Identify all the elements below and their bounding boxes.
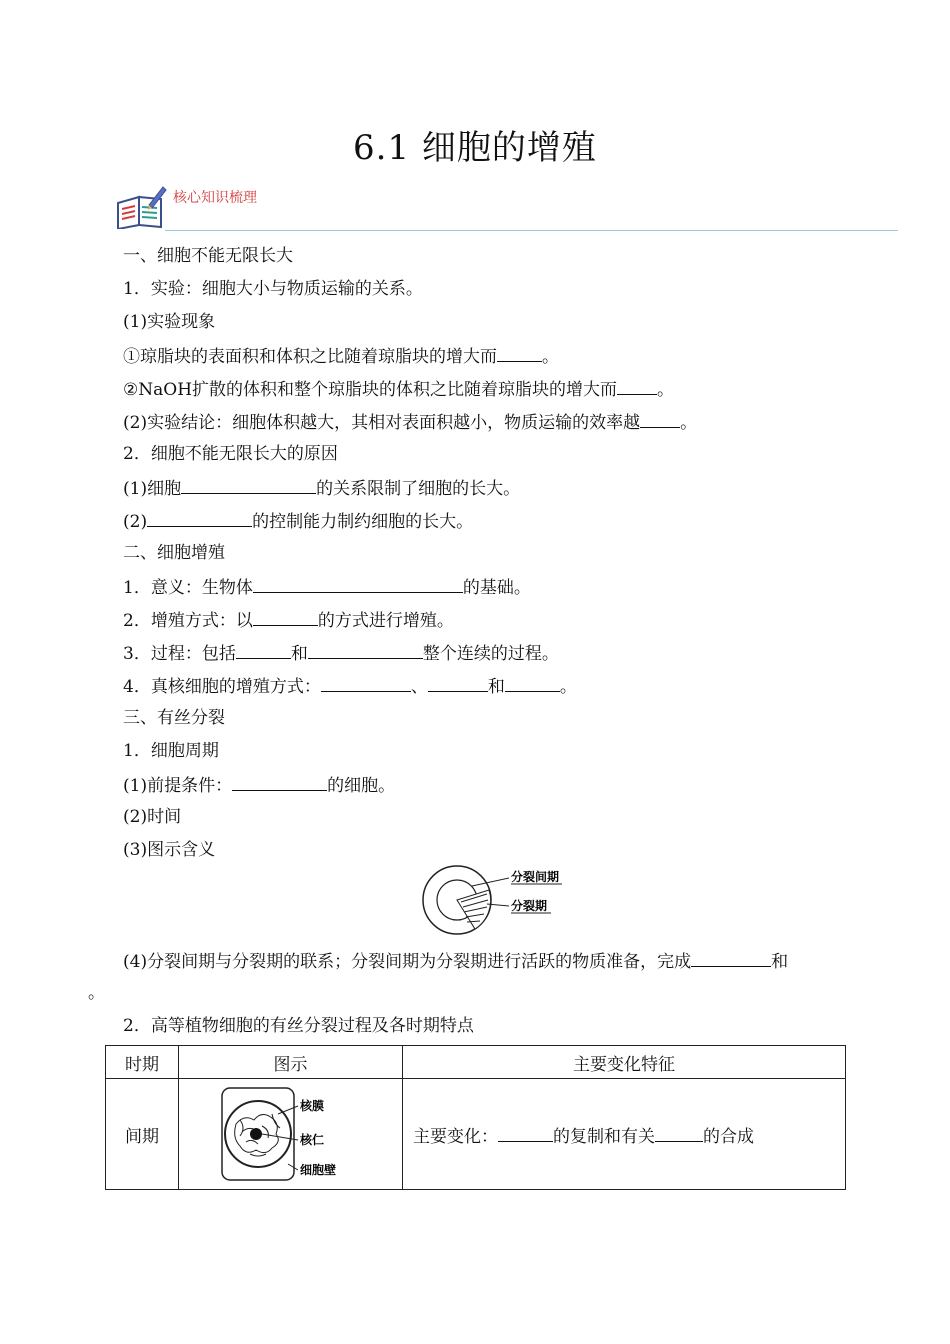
answer-blank[interactable] [640,410,680,428]
answer-blank[interactable] [308,641,423,659]
line-22: 2．高等植物细胞的有丝分裂过程及各时期特点 [123,1016,474,1036]
figure-cell [179,1079,403,1190]
answer-blank[interactable] [321,674,411,692]
line-21: 。 [88,983,105,1003]
line-13: 3．过程：包括 和 整个连续的过程。 [123,641,559,665]
line-10: 二、细胞增殖 [123,543,225,563]
line-2: 1．实验：细胞大小与物质运输的关系。 [123,279,423,299]
interphase-label: 分裂间期 [511,870,560,884]
answer-blank[interactable] [253,608,318,626]
line-16: 1．细胞周期 [123,741,219,761]
label-nuclear-membrane: 核膜 [299,1099,324,1113]
line-15: 三、有丝分裂 [123,708,225,728]
answer-blank[interactable] [232,773,327,791]
answer-blank[interactable] [147,509,252,527]
division-label: 分裂期 [511,899,548,913]
banner-label: 核心知识梳理 [173,190,257,206]
answer-blank[interactable] [236,641,291,659]
line-20: (4)分裂间期与分裂期的联系；分裂间期为分裂期进行活跃的物质准备，完成 和 [123,949,788,973]
answer-blank[interactable] [691,949,771,967]
features-cell: 主要变化： 的复制和有关 的合成 [403,1079,846,1190]
cell-cycle-diagram [417,862,567,938]
line-14: 4．真核细胞的增殖方式： 、 和 。 [123,674,577,698]
line-8: (1)细胞 的关系限制了细胞的长大。 [123,476,520,500]
line-4: ①琼脂块的表面积和体积之比随着琼脂块的增大而 。 [123,344,559,368]
answer-blank[interactable] [181,476,316,494]
table-row [106,1079,846,1190]
mitosis-table [105,1045,846,1190]
line-19: (3)图示含义 [123,840,216,860]
answer-blank[interactable] [655,1124,703,1142]
line-17: (1)前提条件： 的细胞。 [123,773,395,797]
banner-rule [165,230,898,231]
book-pen-icon [115,185,167,229]
answer-blank[interactable] [617,377,657,395]
line-11: 1．意义：生物体 的基础。 [123,575,531,599]
line-7: 2．细胞不能无限长大的原因 [123,444,338,464]
section-banner [115,183,898,233]
line-3: (1)实验现象 [123,312,216,332]
line-1: 一、细胞不能无限长大 [123,246,293,266]
label-cell-wall: 细胞壁 [299,1163,336,1177]
answer-blank[interactable] [497,344,542,362]
header-period: 时期 [106,1046,179,1079]
line-12: 2．增殖方式：以 的方式进行增殖。 [123,608,454,632]
label-nucleolus: 核仁 [299,1133,324,1147]
answer-blank[interactable] [505,674,560,692]
line-6: (2)实验结论：细胞体积越大，其相对表面积越小，物质运输的效率越 。 [123,410,697,434]
table-header-row [106,1046,846,1079]
period-cell: 间期 [106,1079,179,1190]
header-features: 主要变化特征 [403,1046,846,1079]
answer-blank[interactable] [498,1124,553,1142]
page-title: 6.1 细胞的增殖 [353,128,597,168]
interphase-cell-figure [216,1084,366,1184]
answer-blank[interactable] [428,674,488,692]
line-9: (2) 的控制能力制约细胞的长大。 [123,509,473,533]
line-5: ②NaOH扩散的体积和整个琼脂块的体积之比随着琼脂块的增大而 。 [123,377,674,401]
line-18: (2)时间 [123,807,182,827]
header-figure: 图示 [179,1046,403,1079]
answer-blank[interactable] [253,575,463,593]
